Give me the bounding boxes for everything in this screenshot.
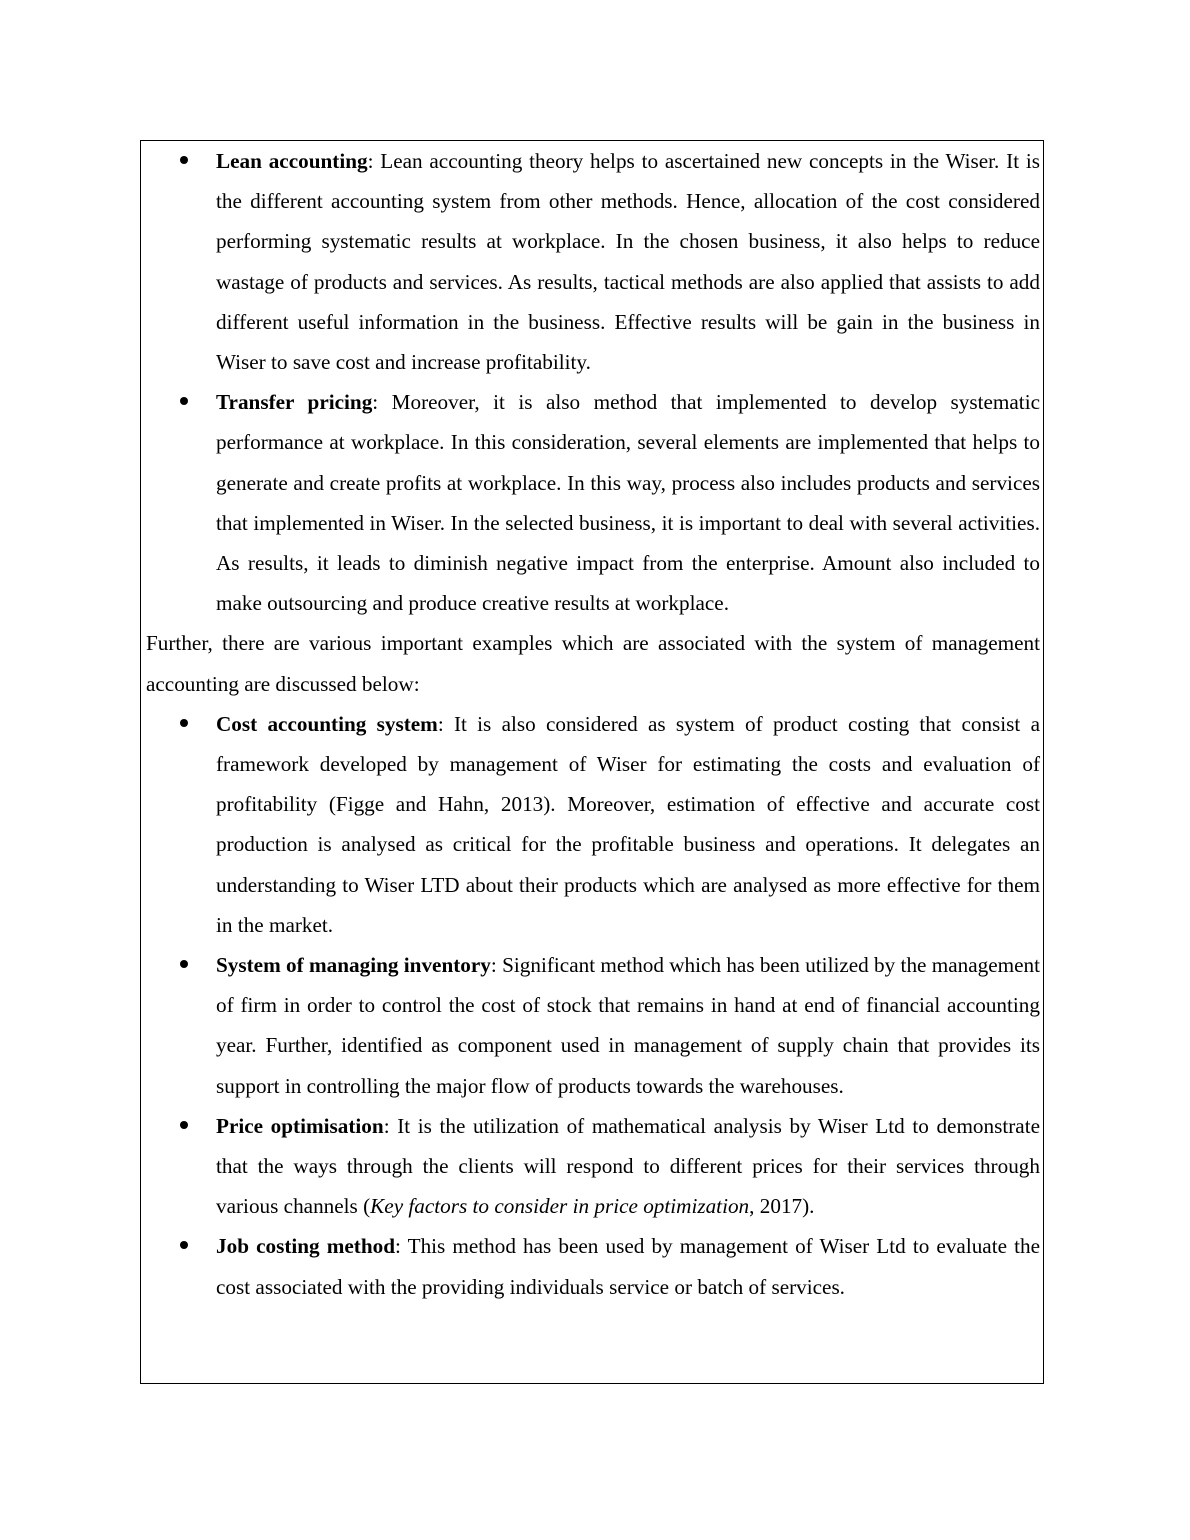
bullet-icon: [180, 397, 188, 405]
item-text: : It is the utilization of mathematical analysis by Wiser Ltd to demonstrate that the ways through the clients will respond to different prices for their services through various channels (: [216, 1113, 1040, 1219]
list-item: [146, 704, 1040, 945]
item-term: Lean accounting: [216, 149, 368, 173]
bullet-icon: [180, 1241, 188, 1249]
accounting-methods-list: [146, 141, 1040, 623]
item-text: : It is also considered as system of product costing that consist a framework developed by management of Wiser for estimating the costs and evaluation of profitability (Figge and Hahn, 2013). Moreover, estimation of effective and accurate cost production is analysed as critical for the profitable business and operations. It delegates an understanding to Wiser LTD about their products which are analysed as more effective for them in the market.: [216, 711, 1040, 937]
document-body: [146, 141, 1040, 1307]
item-term: Price optimisation: [216, 1113, 384, 1138]
document-frame: [140, 140, 1044, 1384]
list-item: [146, 1226, 1040, 1306]
bullet-icon: [180, 719, 188, 727]
item-term: Transfer pricing: [216, 390, 373, 415]
bullet-icon: [180, 960, 188, 968]
item-text: : This method has been used by management of Wiser Ltd to evaluate the cost associated with the providing individuals service or batch of services.: [216, 1234, 1040, 1299]
bullet-icon: [180, 1121, 188, 1129]
list-item: [146, 382, 1040, 623]
list-item: [146, 141, 1040, 382]
examples-list: [146, 704, 1040, 1307]
list-item: [146, 1106, 1040, 1227]
citation-end: , 2017).: [749, 1194, 815, 1219]
item-text: : Significant method which has been utilized by the management of firm in order to control the cost of stock that remains in hand at end of financial accounting year. Further, identified as component used in management of supply chain that provides its support in controlling the major flow of products towards the warehouses.: [216, 953, 1040, 1098]
item-term: Cost accounting system: [216, 711, 438, 736]
item-term: Job costing method: [216, 1234, 396, 1259]
bullet-icon: [180, 156, 188, 164]
item-text: : Lean accounting theory helps to ascertained new concepts in the Wiser. It is the different accounting system from other methods. Hence, allocation of the cost considered performing systematic results at workplace. In the chosen business, it also helps to reduce wastage of products and services. As results, tactical methods are also applied that assists to add different useful information in the business. Effective results will be gain in the business in Wiser to save cost and increase profitability.: [216, 149, 1040, 375]
citation-title: Key factors to consider in price optimization: [370, 1194, 750, 1219]
intro-paragraph: Further, there are various important examples which are associated with the system of management accounting are discussed below:: [146, 631, 1040, 696]
item-term: System of managing inventory: [216, 953, 491, 978]
list-item: [146, 945, 1040, 1106]
item-text: : Moreover, it is also method that implemented to develop systematic performance at workplace. In this consideration, several elements are implemented that helps to generate and create profits at workplace. In this way, process also includes products and services that implemented in Wiser. In the selected business, it is important to deal with several activities. As results, it leads to diminish negative impact from the enterprise. Amount also included to make outsourcing and produce creative results at workplace.: [216, 390, 1040, 616]
